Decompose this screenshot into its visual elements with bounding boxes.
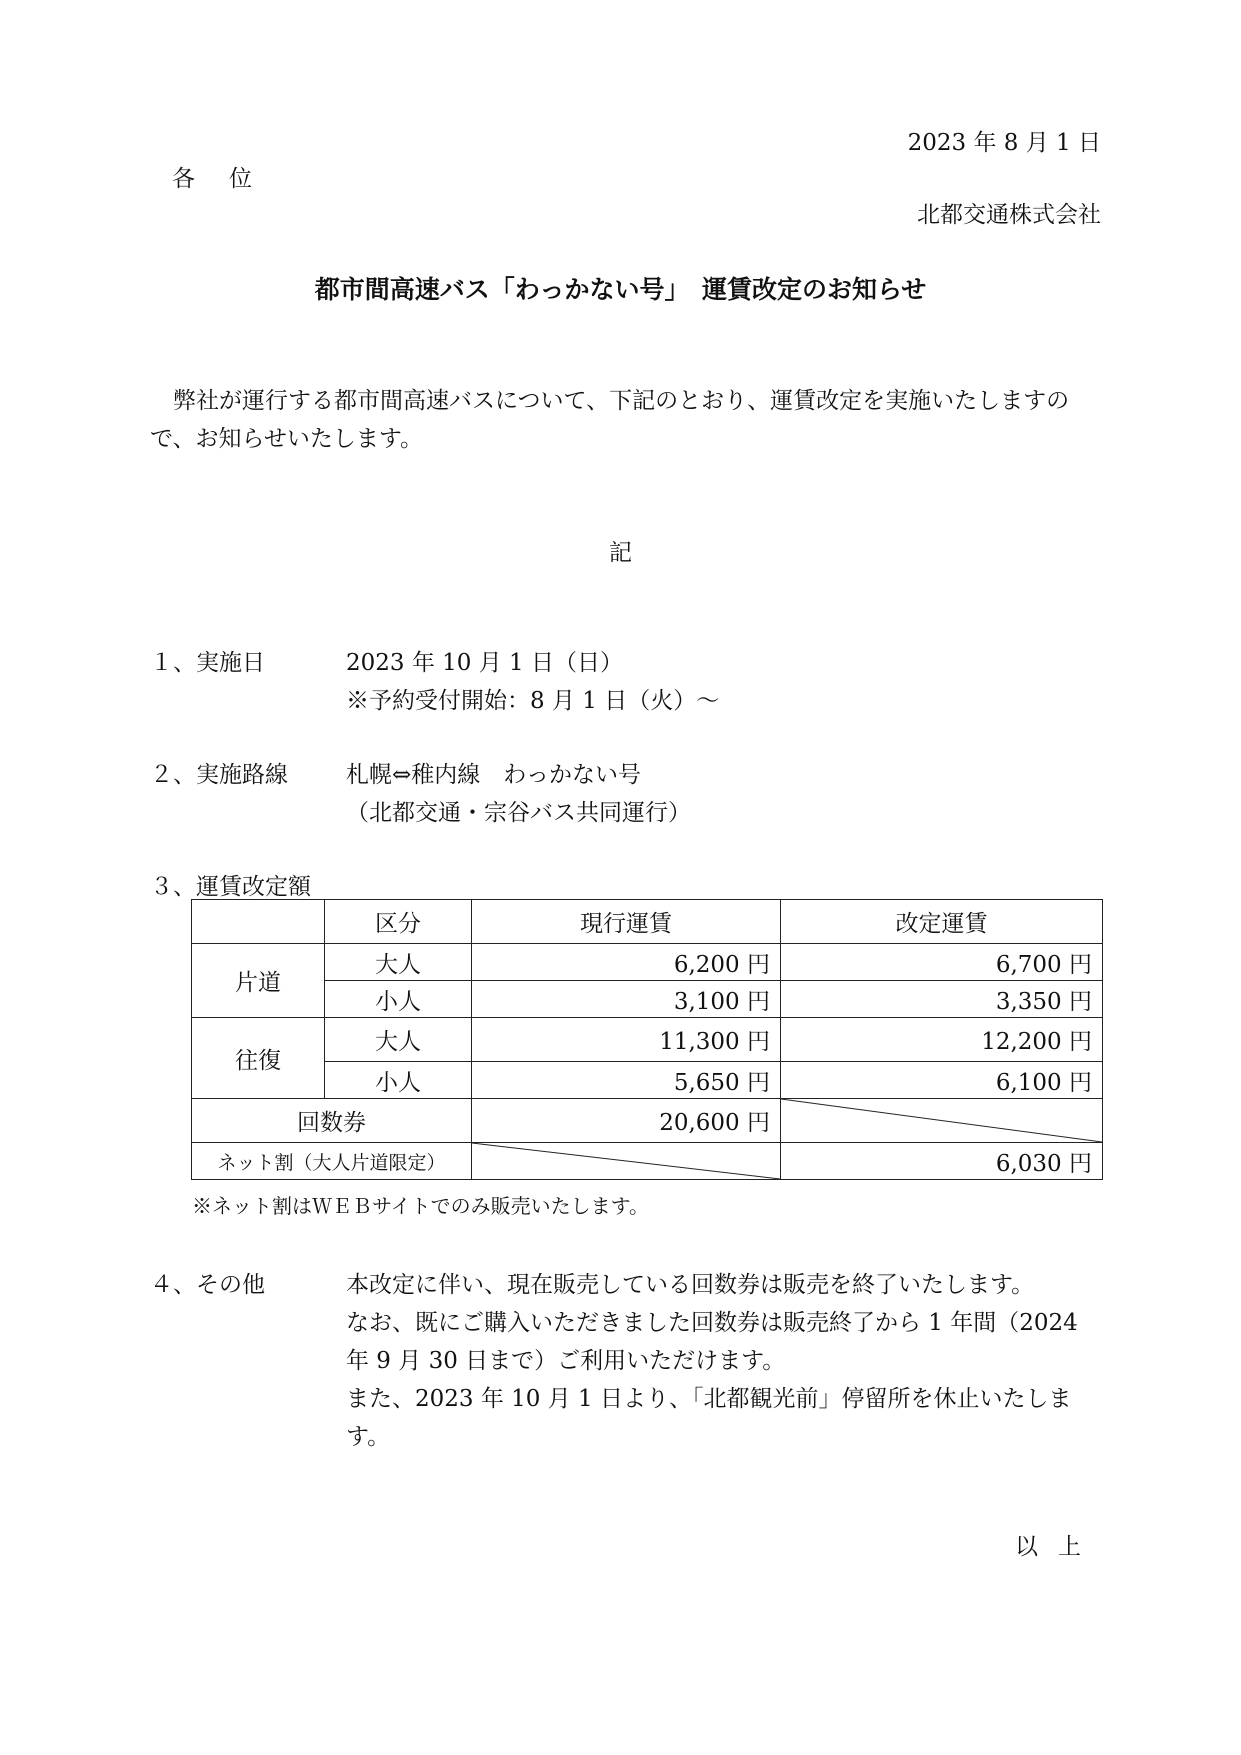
section-2-label: ２、実施路線 (150, 762, 288, 788)
table-header-row (192, 900, 1103, 944)
ki-heading: 記 (609, 540, 632, 566)
diagonal-line-icon (472, 1143, 780, 1179)
roundtrip-label: 往復 (192, 1018, 325, 1099)
section-2-line-1: 札幌⇔稚内線 わっかない号 (346, 762, 642, 788)
coupon-revised-na (781, 1099, 1103, 1143)
intro-paragraph: 弊社が運行する都市間高速バスについて、下記のとおり、運賃改定を実施いたしますので、お知らせいたします。 (150, 388, 1070, 452)
section-4-content (346, 1266, 1106, 1456)
section-4-paragraph-2: なお、既にご購入いただきました回数券は販売終了から 1 年間（2024 年 9 月 30 日まで）ご利用いただけます。 (346, 1310, 1078, 1374)
document-date: 2023 年 8 月 1 日 (907, 130, 1101, 156)
diagonal-line-icon (781, 1099, 1102, 1142)
closing-mark: 以上 (1015, 1534, 1101, 1560)
section-1-line-1: 2023 年 10 月 1 日（日） (346, 650, 623, 676)
table-row (192, 1099, 1103, 1143)
table-row (192, 1018, 1103, 1062)
coupon-label: 回数券 (192, 1099, 472, 1143)
table-row (192, 1143, 1103, 1180)
table-row (192, 1062, 1103, 1099)
oneway-adult-revised: 6,700 円 (781, 944, 1103, 981)
roundtrip-adult-label: 大人 (325, 1018, 472, 1062)
table-header-blank (192, 900, 325, 944)
net-label: ネット割（大人片道限定） (192, 1143, 472, 1180)
oneway-child-current: 3,100 円 (472, 981, 781, 1018)
recipient: 各位 (172, 166, 286, 192)
roundtrip-adult-current: 11,300 円 (472, 1018, 781, 1062)
fare-table (191, 899, 1103, 1180)
table-header-revised: 改定運賃 (781, 900, 1103, 944)
section-1-label: １、実施日 (150, 650, 265, 676)
section-2-line-2: （北都交通・宗谷バス共同運行） (346, 800, 691, 826)
table-note: ※ネット割はＷＥＢサイトでのみ販売いたします。 (192, 1194, 649, 1218)
table-header-category: 区分 (325, 900, 472, 944)
section-4-paragraph-3: また、2023 年 10 月 1 日より、「北都観光前」停留所を休止いたします。 (346, 1386, 1072, 1450)
section-4-paragraph-1: 本改定に伴い、現在販売している回数券は販売を終了いたします。 (346, 1272, 1035, 1298)
roundtrip-child-label: 小人 (325, 1062, 472, 1099)
roundtrip-child-revised: 6,100 円 (781, 1062, 1103, 1099)
section-4-label: ４、その他 (150, 1272, 265, 1298)
oneway-child-label: 小人 (325, 981, 472, 1018)
section-1-line-2: ※予約受付開始：8 月 1 日（火）～ (346, 688, 720, 714)
oneway-adult-label: 大人 (325, 944, 472, 981)
table-row (192, 944, 1103, 981)
table-header-current: 現行運賃 (472, 900, 781, 944)
section-3-label: ３、運賃改定額 (150, 874, 311, 900)
oneway-adult-current: 6,200 円 (472, 944, 781, 981)
net-current-na (472, 1143, 781, 1180)
document-title: 都市間高速バス「わっかない号」 運賃改定のお知らせ (314, 275, 927, 304)
oneway-label: 片道 (192, 944, 325, 1018)
table-row (192, 981, 1103, 1018)
oneway-child-revised: 3,350 円 (781, 981, 1103, 1018)
company-name: 北都交通株式会社 (917, 202, 1101, 228)
roundtrip-adult-revised: 12,200 円 (781, 1018, 1103, 1062)
coupon-current: 20,600 円 (472, 1099, 781, 1143)
net-revised: 6,030 円 (781, 1143, 1103, 1180)
roundtrip-child-current: 5,650 円 (472, 1062, 781, 1099)
